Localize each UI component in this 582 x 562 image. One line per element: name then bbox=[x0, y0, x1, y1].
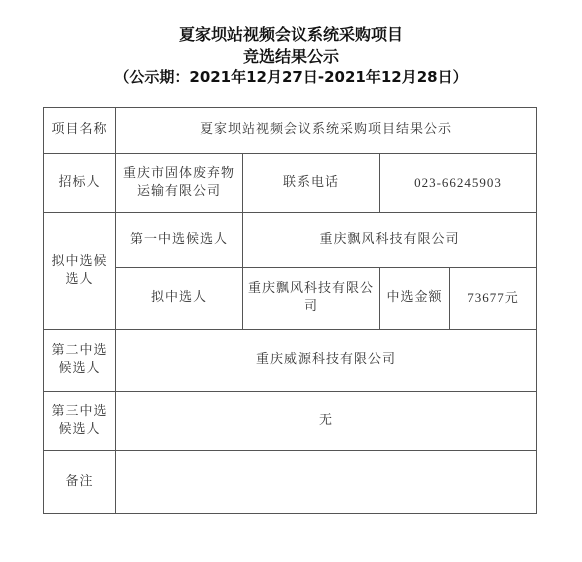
result-table bbox=[43, 107, 537, 514]
tenderer-label: 招标人 bbox=[44, 153, 116, 212]
proposed-winner-value: 重庆飘风科技有限公司 bbox=[243, 267, 380, 329]
amount-value: 73677元 bbox=[450, 267, 537, 329]
table-row bbox=[44, 267, 537, 329]
phone-label: 联系电话 bbox=[243, 153, 380, 212]
publicity-period: （公示期：2021年12月27日-2021年12月28日） bbox=[114, 68, 468, 86]
project-name-label: 项目名称 bbox=[44, 108, 116, 154]
third-candidate-value: 无 bbox=[116, 391, 537, 450]
table-row bbox=[44, 108, 537, 154]
first-candidate-label: 第一中选候选人 bbox=[116, 212, 243, 267]
table-row bbox=[44, 329, 537, 391]
proposed-candidates-label: 拟中选候选人 bbox=[44, 212, 116, 329]
proposed-winner-label: 拟中选人 bbox=[116, 267, 243, 329]
project-name-value: 夏家坝站视频会议系统采购项目结果公示 bbox=[116, 108, 537, 154]
phone-value: 023-66245903 bbox=[380, 153, 537, 212]
remarks-value bbox=[116, 450, 537, 513]
document-subtitle: 竞选结果公示 bbox=[242, 47, 339, 66]
table-row bbox=[44, 153, 537, 212]
table-row bbox=[44, 212, 537, 267]
second-candidate-label: 第二中选候选人 bbox=[44, 329, 116, 391]
second-candidate-value: 重庆威源科技有限公司 bbox=[116, 329, 537, 391]
table-row bbox=[44, 391, 537, 450]
tenderer-value: 重庆市固体废弃物运输有限公司 bbox=[116, 153, 243, 212]
third-candidate-label: 第三中选候选人 bbox=[44, 391, 116, 450]
document-title: 夏家坝站视频会议系统采购项目 bbox=[178, 25, 403, 44]
first-candidate-value: 重庆飘风科技有限公司 bbox=[243, 212, 537, 267]
remarks-label: 备注 bbox=[44, 450, 116, 513]
amount-label: 中选金额 bbox=[380, 267, 450, 329]
table-row bbox=[44, 450, 537, 513]
